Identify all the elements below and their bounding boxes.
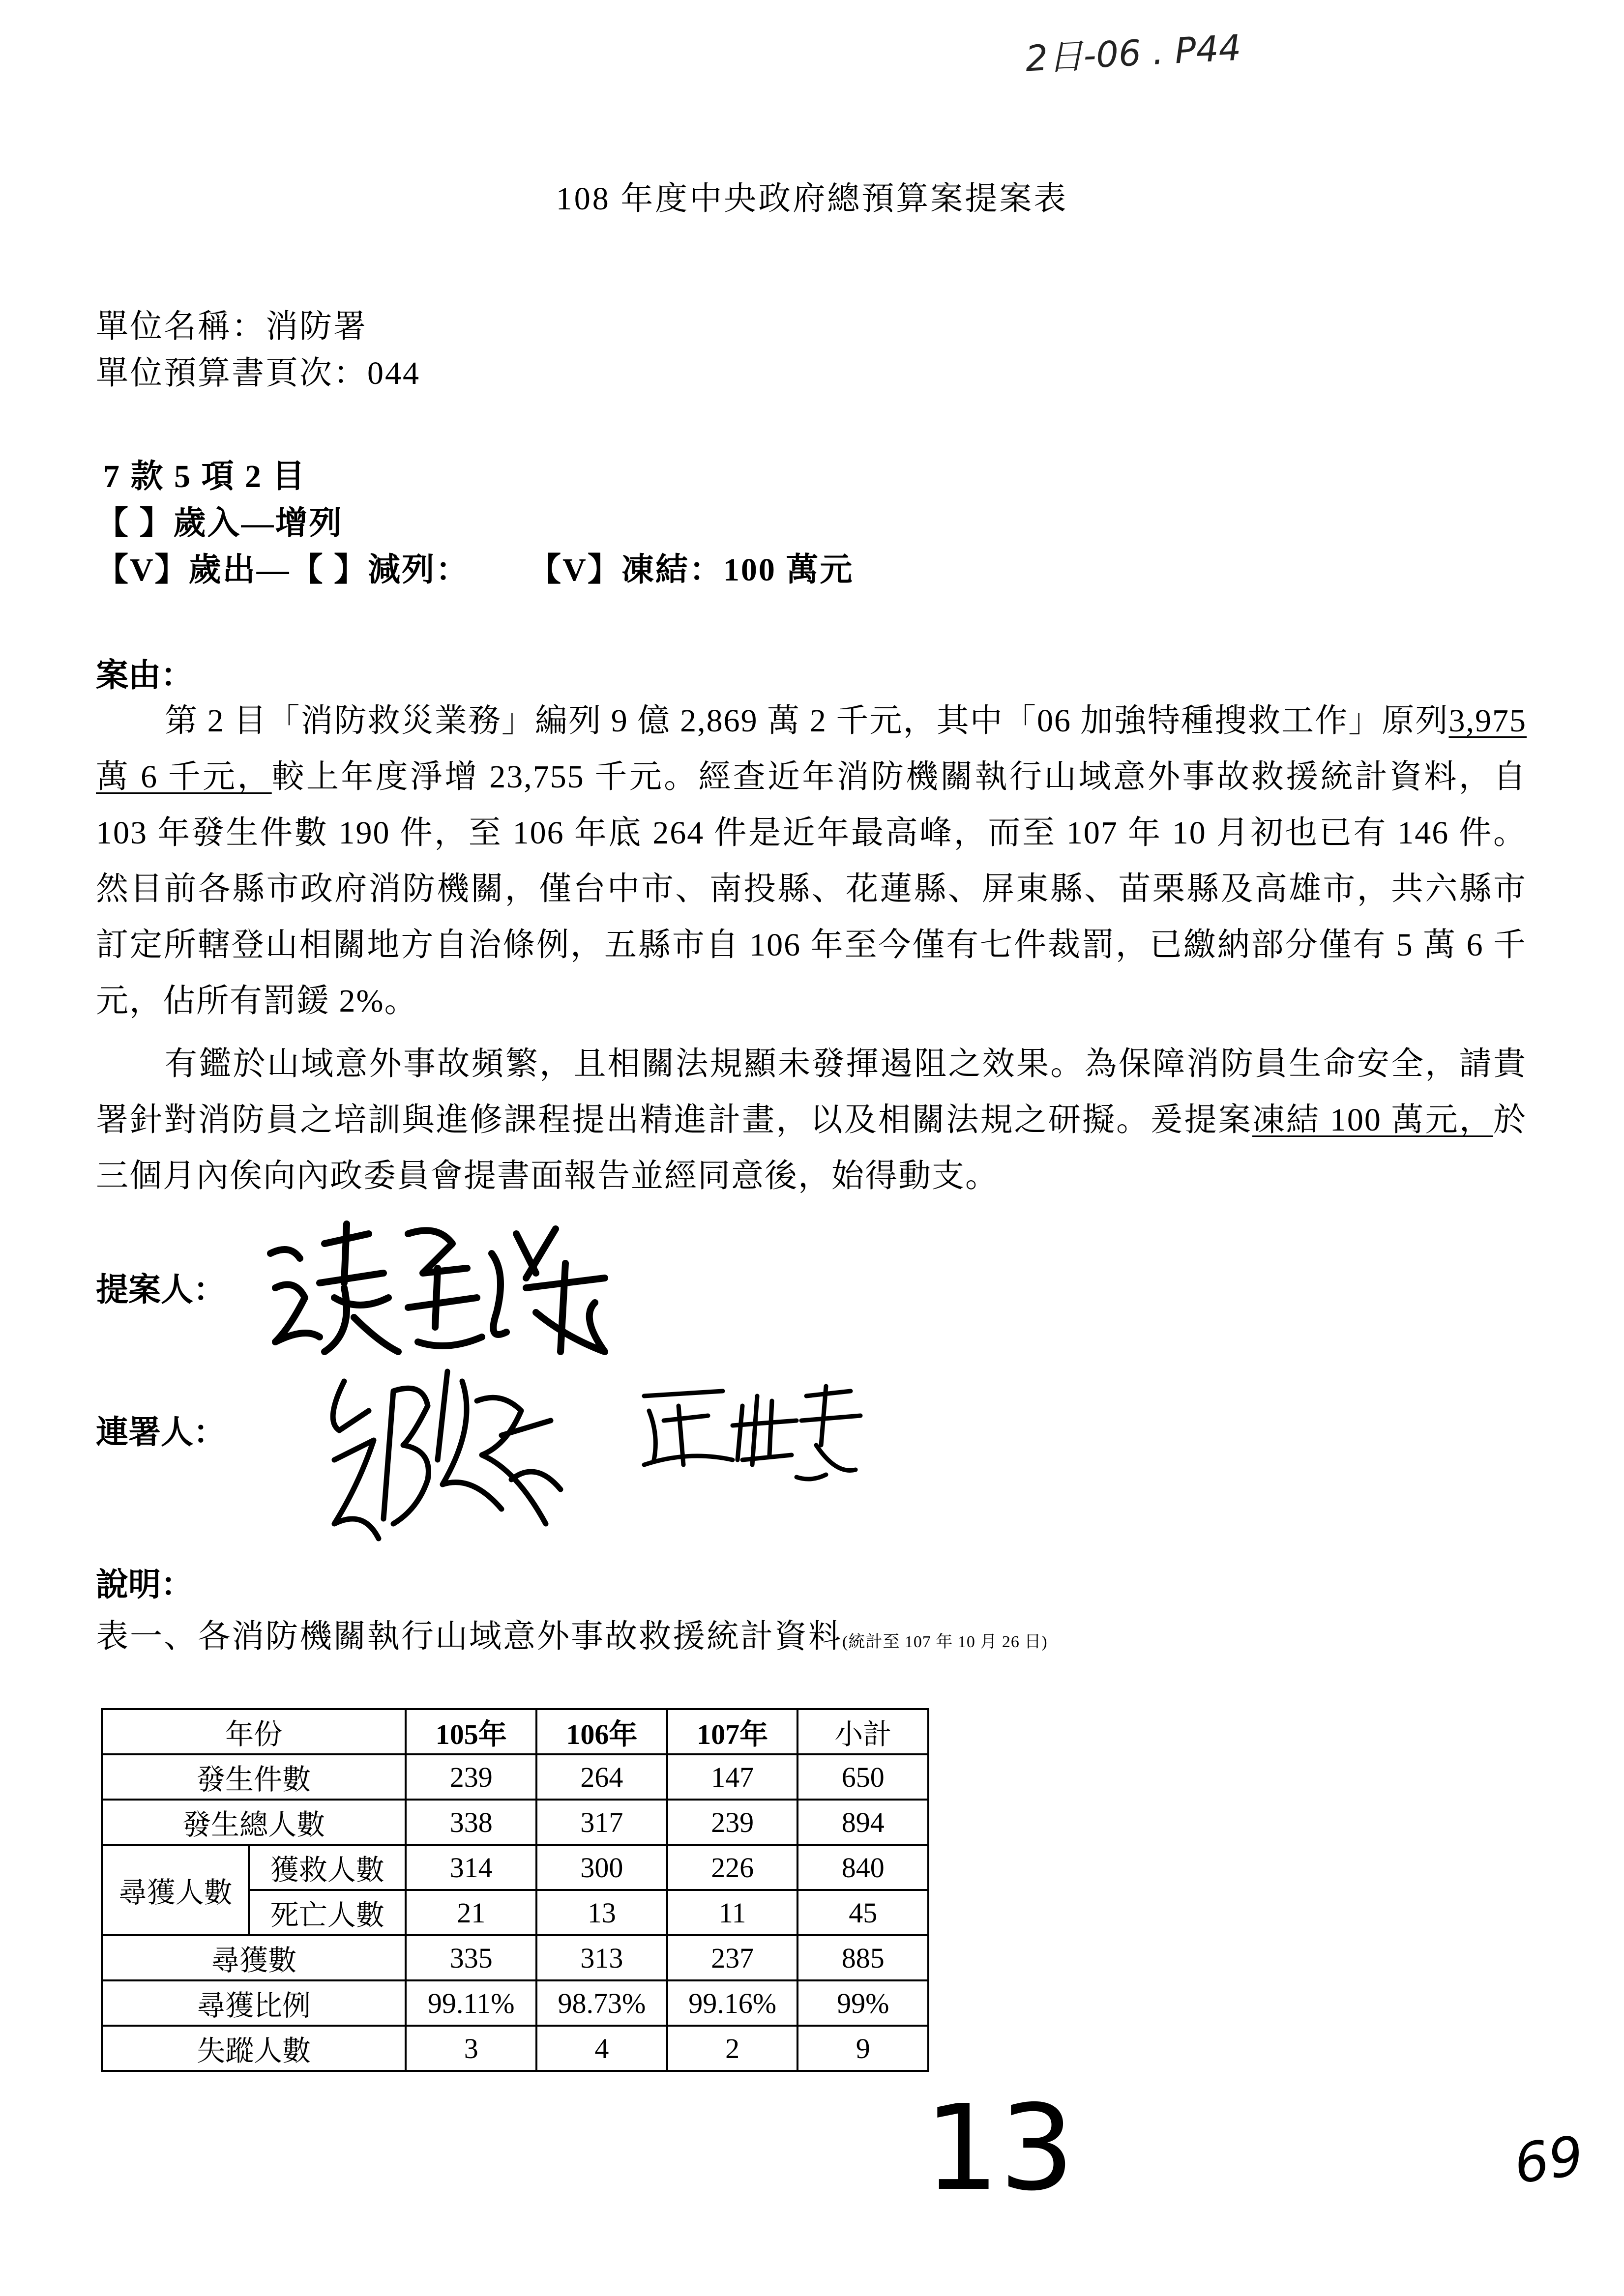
unit-name-line: 單位名稱：消防署 bbox=[96, 309, 367, 345]
table-cell: 45 bbox=[797, 1890, 928, 1935]
table-cell: 650 bbox=[797, 1754, 928, 1800]
table-cell: 264 bbox=[536, 1754, 667, 1800]
table-cell: 300 bbox=[536, 1845, 667, 1890]
top-right-handwritten-note: 2日-06 . P44 bbox=[1024, 27, 1242, 80]
table-cell: 338 bbox=[406, 1800, 536, 1845]
table-cell: 314 bbox=[406, 1845, 536, 1890]
table-row bbox=[102, 1845, 928, 1890]
original-amount-underlined: 3,975 萬 6 千元， bbox=[96, 703, 1527, 795]
table-cell: 147 bbox=[667, 1754, 798, 1800]
freeze-amount: 【V】凍結：100 萬元 bbox=[529, 552, 854, 588]
table-cell: 239 bbox=[667, 1800, 798, 1845]
row-label: 發生總人數 bbox=[102, 1800, 406, 1845]
header-105: 105年 bbox=[406, 1709, 536, 1754]
expenditure-line bbox=[96, 543, 854, 590]
handwritten-margin-number: 69 bbox=[1510, 2123, 1588, 2196]
table-caption bbox=[96, 1610, 1048, 1657]
table-cell: 237 bbox=[667, 1935, 798, 1980]
freeze-amount-underlined: 凍結 100 萬元， bbox=[1252, 1102, 1494, 1138]
proposer-signature bbox=[261, 1214, 615, 1364]
table-cell: 99% bbox=[797, 1980, 928, 2026]
row-label: 發生件數 bbox=[102, 1754, 406, 1800]
table-row bbox=[102, 1754, 928, 1800]
table-cell: 99.16% bbox=[667, 1980, 798, 2026]
item-code: 7 款 5 項 2 目 bbox=[103, 459, 306, 494]
row-label: 尋獲數 bbox=[102, 1935, 406, 1980]
table-header-row bbox=[102, 1709, 928, 1754]
table-cell: 3 bbox=[406, 2026, 536, 2071]
table-row bbox=[102, 1800, 928, 1845]
revenue-line: 【 】歲入—增列 bbox=[96, 505, 343, 541]
table-cell: 317 bbox=[536, 1800, 667, 1845]
table-caption-note: (統計至 107 年 10 月 26 日) bbox=[842, 1633, 1048, 1651]
row-label: 獲救人數 bbox=[249, 1845, 406, 1890]
table-cell: 13 bbox=[536, 1890, 667, 1935]
header-106: 106年 bbox=[536, 1709, 667, 1754]
rescue-statistics-table bbox=[101, 1708, 929, 2072]
notes-label: 說明： bbox=[96, 1567, 193, 1603]
row-label: 死亡人數 bbox=[249, 1890, 406, 1935]
unit-page-line: 單位預算書頁次：044 bbox=[96, 355, 420, 391]
expenditure-prefix: 【V】歲出—【 】減列： bbox=[96, 552, 470, 588]
table-row bbox=[102, 1980, 928, 2026]
header-subtotal: 小計 bbox=[797, 1709, 928, 1754]
table-cell: 99.11% bbox=[406, 1980, 536, 2026]
table-cell: 226 bbox=[667, 1845, 798, 1890]
table-cell: 885 bbox=[797, 1935, 928, 1980]
reason-paragraph-2: 有鑑於山域意外事故頻繁，且相關法規顯未發揮遏阻之效果。為保障消防員生命安全，請貴署針對消防員之培訓與進修課程提出精進計畫，以及相關法規之研擬。爰提案凍結 100 萬元，於三個月內俟向內政委員會提書面報告並經同意後，始得動支。 bbox=[96, 1046, 1527, 1194]
reason-body bbox=[96, 693, 1527, 1204]
header-107: 107年 bbox=[667, 1709, 798, 1754]
table-cell: 335 bbox=[406, 1935, 536, 1980]
table-cell: 9 bbox=[797, 2026, 928, 2071]
table-cell: 98.73% bbox=[536, 1980, 667, 2026]
reason-paragraph-1: 第 2 目「消防救災業務」編列 9 億 2,869 萬 2 千元，其中「06 加強特種搜救工作」原列3,975 萬 6 千元，較上年度淨增 23,755 千元。經查近年消防機關執行山域意外事故救援統計資料，自 103 年發生件數 190 件，至 106 年底 264 件是近年最高峰，而至 107 年 10 月初也已有 146 件。然目前各縣市政府消防機關，僅台中市、南投縣、花蓮縣、屏東縣、苗栗縣及高雄市，共六縣市訂定所轄登山相關地方自治條例，五縣市自 106 年至今僅有七件裁罰，已繳納部分僅有 5 萬 6 千元，佔所有罰鍰 2%。 bbox=[96, 703, 1527, 1019]
header-year-label: 年份 bbox=[102, 1709, 406, 1754]
table-cell: 2 bbox=[667, 2026, 798, 2071]
table-cell: 4 bbox=[536, 2026, 667, 2071]
table-cell: 840 bbox=[797, 1845, 928, 1890]
table-caption-main: 表一、各消防機關執行山域意外事故救援統計資料 bbox=[96, 1619, 842, 1655]
row-label: 尋獲比例 bbox=[102, 1980, 406, 2026]
row-group-label: 尋獲人數 bbox=[102, 1845, 249, 1935]
table-cell: 21 bbox=[406, 1890, 536, 1935]
table-row bbox=[102, 1935, 928, 1980]
form-title: 108 年度中央政府總預算案提案表 bbox=[556, 181, 1068, 217]
table-cell: 11 bbox=[667, 1890, 798, 1935]
cosigner-signature-2 bbox=[629, 1376, 865, 1487]
cosigner-label: 連署人： bbox=[96, 1415, 226, 1451]
handwritten-page-number: 13 bbox=[924, 2079, 1075, 2217]
row-label: 失蹤人數 bbox=[102, 2026, 406, 2071]
table-cell: 239 bbox=[406, 1754, 536, 1800]
cosigner-signature-1 bbox=[315, 1362, 570, 1561]
reason-label: 案由： bbox=[96, 658, 193, 694]
proposer-label: 提案人： bbox=[96, 1272, 226, 1308]
table-row bbox=[102, 2026, 928, 2071]
table-cell: 894 bbox=[797, 1800, 928, 1845]
table-cell: 313 bbox=[536, 1935, 667, 1980]
